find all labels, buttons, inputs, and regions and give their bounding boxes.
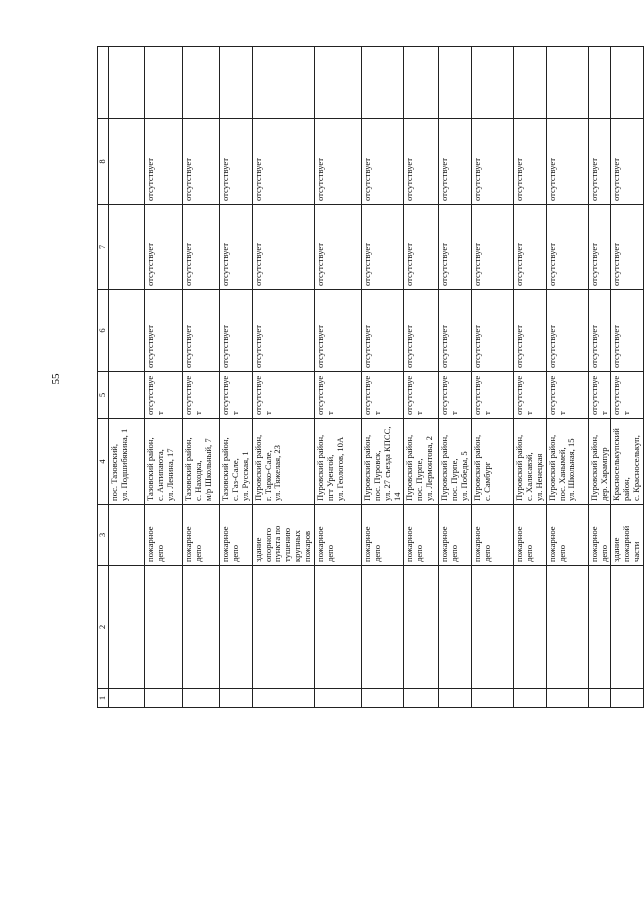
status-cell-7: отсутствует [588, 205, 611, 290]
status-cell-6: отсутствует [611, 290, 644, 372]
status-cell-6: отсутствует [183, 290, 220, 372]
status-cell-8: отсутствует [183, 119, 220, 205]
name-cell [472, 566, 514, 689]
status-cell-8: отсутствует [588, 119, 611, 205]
status-cell-8 [109, 119, 145, 205]
table-row [314, 47, 361, 708]
name-cell [439, 566, 472, 689]
table-row [361, 47, 404, 708]
status-cell-5: отсутствует [220, 372, 253, 419]
status-cell-7: отсутствует [472, 205, 514, 290]
status-cell-6: отсутствует [439, 290, 472, 372]
table-row [546, 47, 588, 708]
address-cell: Пуровский район, пос. Пурпе, ул. Лермонтова, 2 [404, 419, 439, 505]
status-cell-8: отсутствует [546, 119, 588, 205]
status-cell-7: отсутствует [611, 205, 644, 290]
filler-cell [439, 47, 472, 119]
status-cell-5: отсутствует [404, 372, 439, 419]
table-row [109, 47, 145, 708]
name-cell [109, 566, 145, 689]
status-cell-8: отсутствует [439, 119, 472, 205]
name-cell [361, 566, 404, 689]
status-cell-5: отсутствует [611, 372, 644, 419]
num-cell [183, 689, 220, 708]
table-row [183, 47, 220, 708]
status-cell-5: отсутствует [514, 372, 547, 419]
object-type-cell [109, 505, 145, 566]
object-type-cell: пожарное депо [145, 505, 183, 566]
object-type-cell: пожарное депо [361, 505, 404, 566]
table-row [252, 47, 314, 708]
status-cell-6 [109, 290, 145, 372]
object-type-cell: пожарное депо [514, 505, 547, 566]
object-type-cell: пожарное депо [546, 505, 588, 566]
object-type-cell: здание пожарной части [611, 505, 644, 566]
status-cell-8: отсутствует [472, 119, 514, 205]
object-type-cell: здание опорного пункта по тушению крупных пожаров [252, 505, 314, 566]
filler-cell [611, 47, 644, 119]
filler-cell [546, 47, 588, 119]
num-cell [611, 689, 644, 708]
name-cell [514, 566, 547, 689]
table-row [404, 47, 439, 708]
address-cell: Пуровский район, пос. Пурпе, ул. Победы, 5 [439, 419, 472, 505]
column-number: 3 [98, 505, 109, 566]
address-cell: Красноселькупский район, с. Красноселькуп, [611, 419, 644, 505]
table-row [220, 47, 253, 708]
object-type-cell: пожарное депо [404, 505, 439, 566]
status-cell-6: отсутствует [361, 290, 404, 372]
address-cell: Тазовский район, с. Антипаюта, ул. Ленина, 17 [145, 419, 183, 505]
filler-cell [183, 47, 220, 119]
status-cell-7: отсутствует [220, 205, 253, 290]
num-cell [252, 689, 314, 708]
name-cell [611, 566, 644, 689]
status-cell-8: отсутствует [220, 119, 253, 205]
status-cell-7 [109, 205, 145, 290]
status-cell-7: отсутствует [514, 205, 547, 290]
status-cell-5: отсутствует [314, 372, 361, 419]
status-cell-8: отсутствует [314, 119, 361, 205]
address-cell: Пуровский район, дер. Харампур [588, 419, 611, 505]
status-cell-7: отсутствует [546, 205, 588, 290]
num-cell [439, 689, 472, 708]
table-body [98, 47, 644, 708]
column-number: 1 [98, 689, 109, 708]
status-cell-5: отсутствует [145, 372, 183, 419]
filler-cell [252, 47, 314, 119]
status-cell-5: отсутствует [588, 372, 611, 419]
status-cell-5: отсутствует [361, 372, 404, 419]
object-type-cell: пожарное депо [439, 505, 472, 566]
address-cell: Тазовский район, с. Газ-Сале, ул. Русская, 1 [220, 419, 253, 505]
status-cell-7: отсутствует [183, 205, 220, 290]
name-cell [588, 566, 611, 689]
filler-cell [404, 47, 439, 119]
column-number-row [98, 47, 109, 708]
filler-cell [314, 47, 361, 119]
address-cell: Тазовский район, с. Находка, м/р Школьный, 7 [183, 419, 220, 505]
address-cell: Пуровский район, пос. Пуровск, ул. 27 съезда КПСС, 14 [361, 419, 404, 505]
filler-cell [145, 47, 183, 119]
name-cell [404, 566, 439, 689]
status-cell-5: отсутствует [546, 372, 588, 419]
filler-cell [220, 47, 253, 119]
table-row [145, 47, 183, 708]
name-cell [220, 566, 253, 689]
column-filler [98, 47, 109, 119]
address-cell: Пуровский район, г. Тарко-Сале, ул. Тяжелая, 23 [252, 419, 314, 505]
rotated-table-container [97, 47, 642, 708]
status-cell-8: отсутствует [404, 119, 439, 205]
status-cell-5: отсутствует [252, 372, 314, 419]
num-cell [314, 689, 361, 708]
status-cell-6: отсутствует [514, 290, 547, 372]
status-cell-5: отсутствует [183, 372, 220, 419]
address-cell: Пуровский район, с. Халясавэй, ул. Ненецкая [514, 419, 547, 505]
status-cell-7: отсутствует [252, 205, 314, 290]
column-number: 8 [98, 119, 109, 205]
table-row [588, 47, 611, 708]
status-cell-8: отсутствует [145, 119, 183, 205]
table-row [514, 47, 547, 708]
object-type-cell: пожарное депо [314, 505, 361, 566]
address-cell: пос. Тазовский, ул. Подшибякина, 1 [109, 419, 145, 505]
column-number: 4 [98, 419, 109, 505]
status-cell-8: отсутствует [361, 119, 404, 205]
page-number: 55 [50, 373, 62, 385]
num-cell [472, 689, 514, 708]
status-cell-7: отсутствует [361, 205, 404, 290]
status-cell-5: отсутствует [472, 372, 514, 419]
status-cell-6: отсутствует [220, 290, 253, 372]
status-cell-7: отсутствует [314, 205, 361, 290]
status-cell-7: отсутствует [145, 205, 183, 290]
num-cell [404, 689, 439, 708]
column-number: 5 [98, 372, 109, 419]
filler-cell [472, 47, 514, 119]
num-cell [514, 689, 547, 708]
status-cell-7: отсутствует [439, 205, 472, 290]
status-cell-6: отсутствует [314, 290, 361, 372]
table-row [439, 47, 472, 708]
num-cell [361, 689, 404, 708]
status-cell-5: отсутствует [439, 372, 472, 419]
table-row [611, 47, 644, 708]
column-number: 7 [98, 205, 109, 290]
object-type-cell: пожарное депо [183, 505, 220, 566]
address-cell: Пуровский район, пгт Уренгой, ул. Геологов, 10А [314, 419, 361, 505]
status-cell-6: отсутствует [546, 290, 588, 372]
num-cell [220, 689, 253, 708]
table-row [472, 47, 514, 708]
filler-cell [588, 47, 611, 119]
filler-cell [109, 47, 145, 119]
status-cell-5 [109, 372, 145, 419]
num-cell [109, 689, 145, 708]
column-number: 2 [98, 566, 109, 689]
status-cell-6: отсутствует [252, 290, 314, 372]
object-type-cell: пожарное депо [588, 505, 611, 566]
status-cell-8: отсутствует [514, 119, 547, 205]
column-number: 6 [98, 290, 109, 372]
name-cell [183, 566, 220, 689]
status-cell-6: отсутствует [472, 290, 514, 372]
num-cell [145, 689, 183, 708]
name-cell [314, 566, 361, 689]
num-cell [588, 689, 611, 708]
name-cell [546, 566, 588, 689]
status-cell-8: отсутствует [611, 119, 644, 205]
address-cell: Пуровский район, с. Самбург [472, 419, 514, 505]
status-cell-7: отсутствует [404, 205, 439, 290]
filler-cell [361, 47, 404, 119]
status-cell-6: отсутствует [404, 290, 439, 372]
facilities-table [97, 46, 644, 708]
status-cell-6: отсутствует [588, 290, 611, 372]
num-cell [546, 689, 588, 708]
object-type-cell: пожарное депо [472, 505, 514, 566]
filler-cell [514, 47, 547, 119]
status-cell-6: отсутствует [145, 290, 183, 372]
name-cell [145, 566, 183, 689]
address-cell: Пуровский район, пос. Ханымей, ул. Школьная, 15 [546, 419, 588, 505]
name-cell [252, 566, 314, 689]
status-cell-8: отсутствует [252, 119, 314, 205]
object-type-cell: пожарное депо [220, 505, 253, 566]
